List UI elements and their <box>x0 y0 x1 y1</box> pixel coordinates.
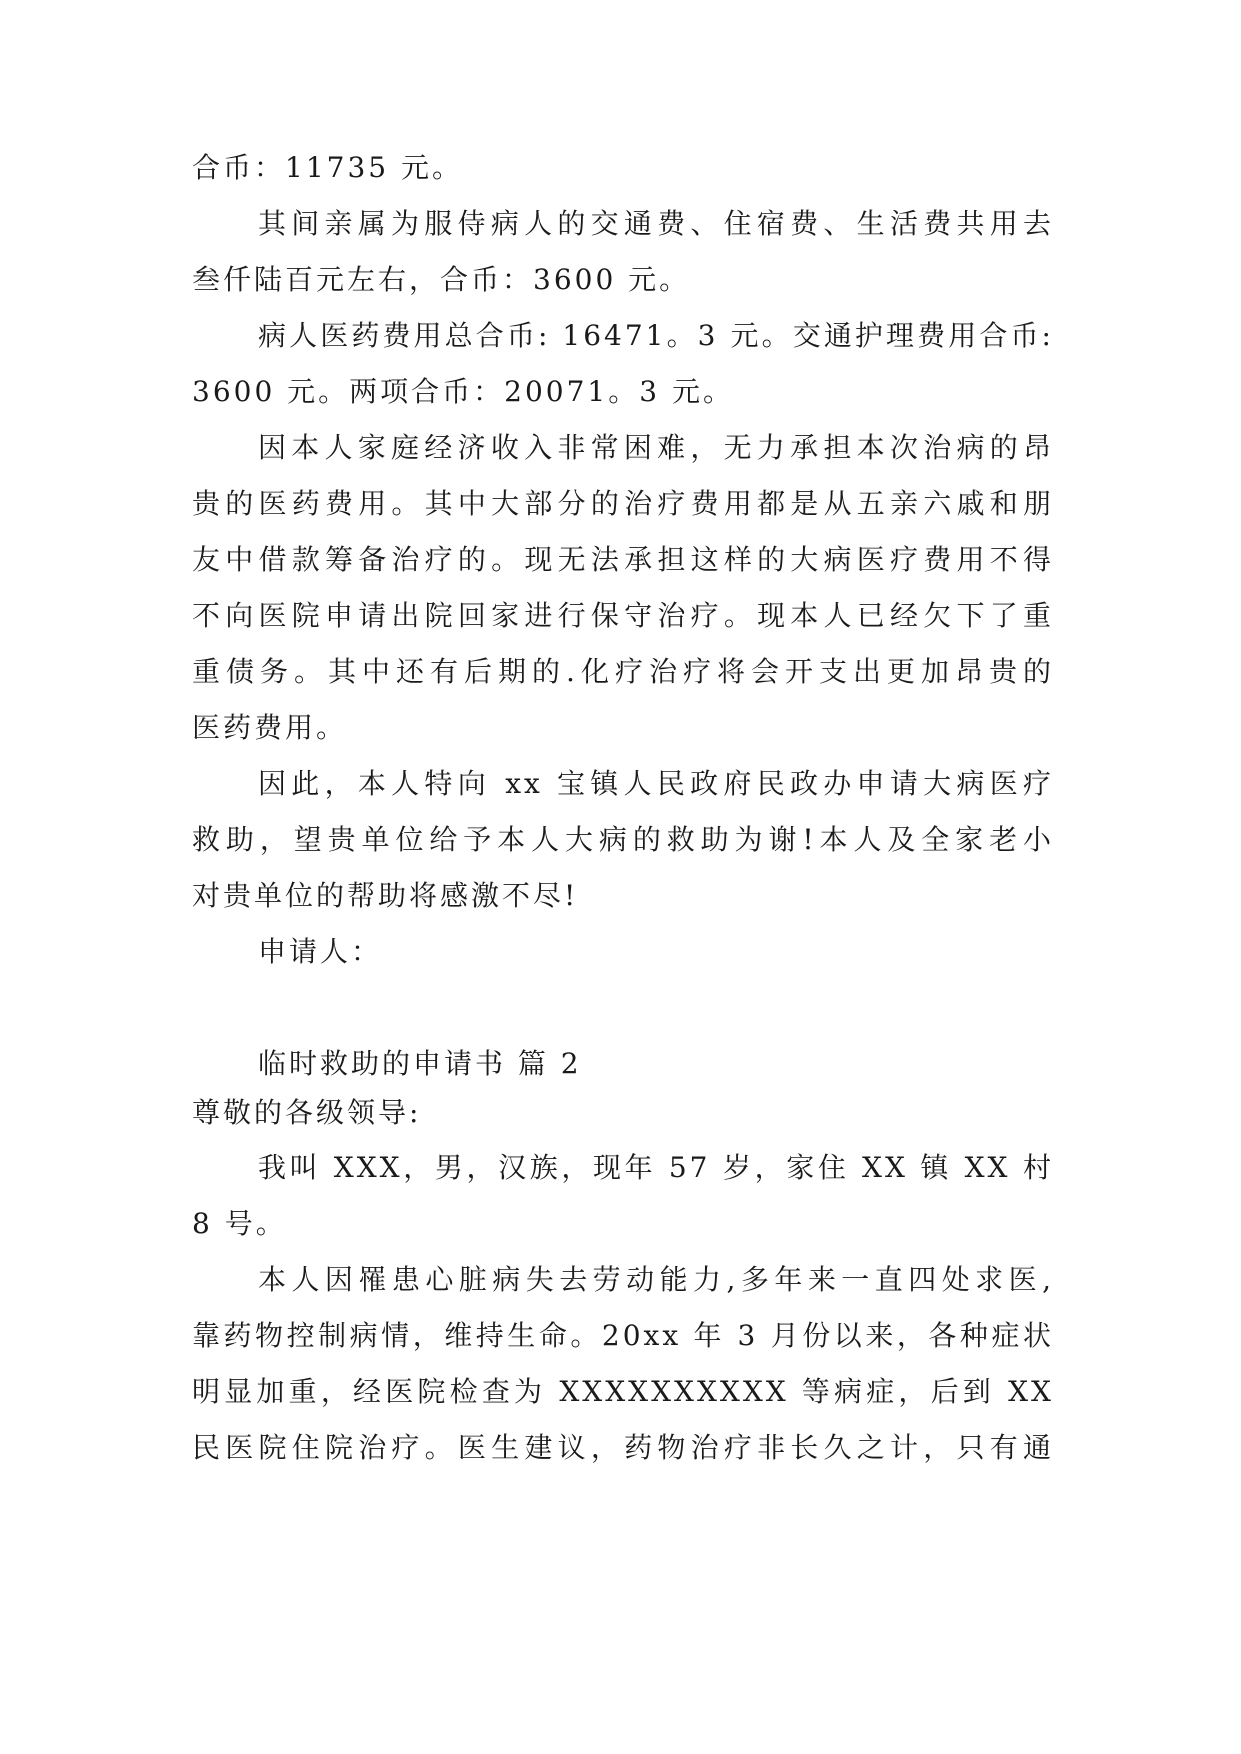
text-line: 叁仟陆百元左右，合币：3600 元。 <box>192 263 691 296</box>
text-line: 友中借款筹备治疗的。现无法承担这样的大病医疗费用不得 <box>192 543 1054 576</box>
section-heading: 临时救助的申请书 篇 2 <box>258 1047 582 1080</box>
text-line: 医药费用。 <box>192 711 348 744</box>
text-line: 合币：11735 元。 <box>192 151 463 184</box>
text-line: 3600 元。两项合币：20071。3 元。 <box>192 375 734 408</box>
signature-label: 申请人： <box>258 935 383 968</box>
text-line: 重债务。其中还有后期的.化疗治疗将会开支出更加昂贵的 <box>192 655 1054 688</box>
text-line: 明显加重，经医院检查为 XXXXXXXXXX 等病症，后到 XX <box>192 1375 1054 1408</box>
paragraph-start: 我叫 XXX，男，汉族，现年 57 岁，家住 XX 镇 XX 村 <box>258 1151 1054 1184</box>
text-line: 对贵单位的帮助将感激不尽! <box>192 879 579 912</box>
text-line: 贵的医药费用。其中大部分的治疗费用都是从五亲六戚和朋 <box>192 487 1054 520</box>
paragraph-start: 因本人家庭经济收入非常困难，无力承担本次治病的昂 <box>258 431 1054 464</box>
text-line: 不向医院申请出院回家进行保守治疗。现本人已经欠下了重 <box>192 599 1054 632</box>
text-line: 民医院住院治疗。医生建议，药物治疗非长久之计，只有通 <box>192 1431 1054 1464</box>
paragraph-start: 病人医药费用总合币: 16471。3 元。交通护理费用合币: <box>258 319 1054 352</box>
paragraph-start: 因此，本人特向 xx 宝镇人民政府民政办申请大病医疗 <box>258 767 1054 800</box>
paragraph-start: 本人因罹患心脏病失去劳动能力,多年来一直四处求医, <box>258 1263 1054 1296</box>
text-line: 8 号。 <box>192 1207 287 1240</box>
text-line: 救助，望贵单位给予本人大病的救助为谢!本人及全家老小 <box>192 823 1054 856</box>
text-line: 靠药物控制病情，维持生命。20xx 年 3 月份以来，各种症状 <box>192 1319 1054 1352</box>
paragraph-start: 其间亲属为服侍病人的交通费、住宿费、生活费共用去 <box>258 207 1054 240</box>
salutation: 尊敬的各级领导: <box>192 1096 422 1129</box>
